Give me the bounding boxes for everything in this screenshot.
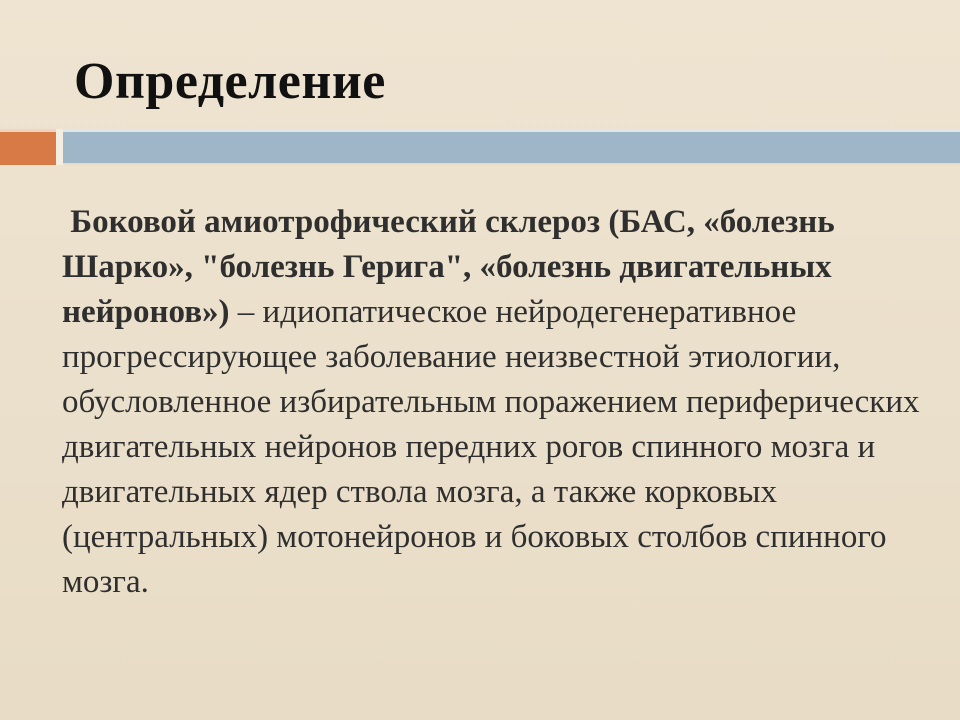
definition-paragraph bbox=[62, 200, 942, 605]
accent-bar-gap bbox=[56, 129, 63, 165]
definition-description: – идиопатическое нейродегенеративное прогрессирующее заболевание неизвестной этиологии, обусловленное избирательным поражением периферических двигательных нейронов передних рогов спинного мозга и двигательных ядер ствола мозга, а также корковых (центральных) мотонейронов и боковых столбов спинного мозга. bbox=[62, 294, 920, 600]
slide-title: Определение bbox=[74, 53, 386, 110]
accent-bar-blue bbox=[63, 129, 960, 165]
definition-term: Боковой амиотрофический склероз (БАС, «болезнь Шарко», "болезнь Герига", «болезнь двигательных нейронов») bbox=[62, 204, 835, 330]
accent-bar-orange bbox=[0, 129, 56, 165]
